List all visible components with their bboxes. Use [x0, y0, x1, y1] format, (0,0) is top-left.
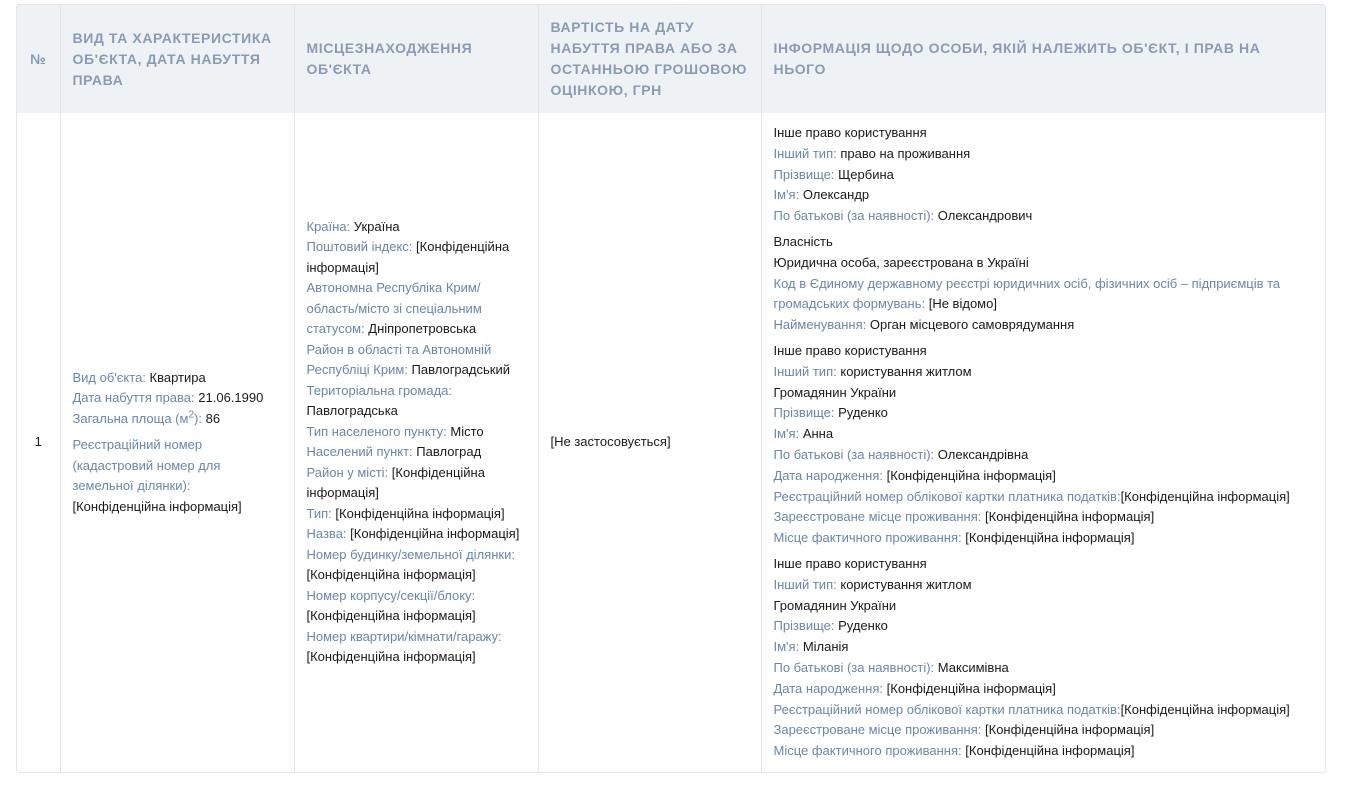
area-label: Загальна площа $(м^2)$: — [72, 409, 202, 426]
birth-date-value: [Конфіденційна інформація] — [886, 467, 1056, 483]
header-object-type: ВИД ТА ХАРАКТЕРИСТИКА ОБ'ЄКТА, ДАТА НАБУТТЯ ПРАВА — [60, 5, 294, 113]
other-type-value: користування житлом — [840, 576, 972, 592]
right-title: Інше право користування — [773, 555, 927, 571]
location-cell — [294, 113, 538, 772]
patronymic-label: По батькові (за наявності): — [773, 659, 935, 675]
postal-code-value: [Конфіденційна інформація] — [306, 239, 510, 275]
rights-block-1 — [774, 123, 1314, 227]
postal-code-label: Поштовий індекс: — [306, 239, 413, 255]
other-type-label: Інший тип: — [773, 145, 837, 161]
community-value: Павлоградська — [306, 403, 398, 419]
edrpou-code-value: [Не відомо] — [928, 296, 997, 312]
registered-residence-label: Зареєстроване місце проживання: — [773, 722, 982, 738]
table-row — [17, 113, 1325, 772]
street-type-value: [Конфіденційна інформація] — [335, 505, 505, 521]
patronymic-label: По батькові (за наявності): — [773, 208, 935, 224]
cost-cell: [Не застосовується] — [538, 113, 761, 772]
name-label: Ім'я: — [773, 187, 800, 203]
rights-block-2 — [774, 232, 1314, 336]
actual-residence-label: Місце фактичного проживання: — [773, 530, 962, 546]
row-number: 1 — [17, 113, 60, 772]
edrpou-code-label: Код в Єдиному державному реєстрі юридичних осіб, фізичних осіб – підприємців та громадських формувань: — [773, 275, 1281, 312]
region-value: Дніпропетровська — [368, 321, 477, 337]
city-district-value: [Конфіденційна інформація] — [306, 464, 485, 501]
tax-number-label: Реєстраційний номер облікової картки платника податків: — [773, 488, 1121, 504]
org-name-label: Найменування: — [773, 317, 867, 333]
object-type-label: Вид об'єкта: — [72, 369, 146, 385]
table-header-row — [17, 5, 1325, 113]
patronymic-value: Олександрович — [937, 208, 1033, 224]
other-type-value: право на проживання — [840, 145, 971, 161]
surname-label: Прізвище: — [773, 618, 835, 634]
other-type-label: Інший тип: — [773, 363, 837, 379]
registered-residence-label: Зареєстроване місце проживання: — [773, 509, 982, 525]
house-number-value: [Конфіденційна інформація] — [306, 567, 476, 583]
registration-number-label: Реєстраційний номер (кадастровий номер для земельної ділянки): — [72, 437, 221, 494]
citizenship: Громадянин України — [773, 597, 897, 613]
street-name-value: [Конфіденційна інформація] — [350, 526, 520, 542]
org-name-value: Орган місцевого самоврядумання — [869, 317, 1075, 333]
other-type-value: користування житлом — [840, 363, 972, 379]
owner-kind: Юридична особа, зареєстрована в Україні — [773, 254, 1029, 270]
rights-cell — [761, 113, 1325, 772]
name-value: Анна — [802, 426, 834, 442]
object-type-value: Квартира — [149, 369, 206, 385]
name-value: Міланія — [802, 639, 849, 655]
right-title: Власність — [773, 233, 833, 249]
header-number: № — [17, 5, 60, 113]
city-district-label: Район у місті: — [306, 464, 389, 480]
settlement-type-value: Місто — [450, 423, 484, 439]
apartment-number-value: [Конфіденційна інформація] — [306, 649, 476, 665]
header-location: МІСЦЕЗНАХОДЖЕННЯ ОБ'ЄКТА — [294, 5, 538, 113]
rights-block-4 — [774, 554, 1314, 762]
actual-residence-value: [Конфіденційна інформація] — [965, 743, 1135, 759]
real-estate-table — [17, 5, 1325, 772]
patronymic-value: Олександрівна — [937, 446, 1029, 462]
settlement-type-label: Тип населеного пункту: — [306, 423, 447, 439]
surname-label: Прізвище: — [773, 166, 835, 182]
surname-value: Руденко — [838, 405, 888, 421]
other-type-label: Інший тип: — [773, 576, 837, 592]
patronymic-value: Максимівна — [937, 659, 1009, 675]
actual-residence-label: Місце фактичного проживання: — [773, 743, 962, 759]
registration-number-value: [Конфіденційна інформація] — [72, 498, 242, 514]
district-label: Район в області та Автономній Республіці Крим: — [306, 341, 492, 378]
house-number-label: Номер будинку/земельної ділянки: — [306, 546, 515, 562]
acquire-date-label: Дата набуття права: — [72, 390, 195, 406]
birth-date-value: [Конфіденційна інформація] — [886, 680, 1056, 696]
right-title: Інше право користування — [773, 125, 927, 140]
birth-date-label: Дата народження: — [773, 680, 884, 696]
street-type-label: Тип: — [306, 505, 332, 521]
settlement-label: Населений пункт: — [306, 444, 413, 460]
street-name-label: Назва: — [306, 526, 347, 542]
tax-number-value: [Конфіденційна інформація] — [1120, 701, 1290, 717]
surname-label: Прізвище: — [773, 405, 835, 421]
header-cost: ВАРТІСТЬ НА ДАТУ НАБУТТЯ ПРАВА АБО ЗА ОСТАННЬОЮ ГРОШОВОЮ ОЦІНКОЮ, ГРН — [538, 5, 761, 113]
name-label: Ім'я: — [773, 639, 800, 655]
birth-date-label: Дата народження: — [773, 467, 884, 483]
apartment-number-label: Номер квартири/кімнати/гаражу: — [306, 628, 502, 644]
tax-number-value: [Конфіденційна інформація] — [1120, 488, 1290, 504]
name-label: Ім'я: — [773, 426, 800, 442]
tax-number-label: Реєстраційний номер облікової картки платника податків: — [773, 701, 1121, 717]
area-value: 86 — [205, 410, 221, 426]
registered-residence-value: [Конфіденційна інформація] — [985, 722, 1155, 738]
surname-value: Руденко — [838, 618, 888, 634]
declaration-table-container — [16, 4, 1326, 773]
rights-block-3 — [774, 341, 1314, 549]
building-number-label: Номер корпусу/секції/блоку: — [306, 587, 476, 603]
settlement-value: Павлоград — [416, 444, 482, 460]
community-label: Територіальна громада: — [306, 382, 452, 398]
actual-residence-value: [Конфіденційна інформація] — [965, 530, 1135, 546]
citizenship: Громадянин України — [773, 384, 897, 400]
district-value: Павлоградський — [411, 362, 510, 378]
region-label: Автономна Республіка Крим/ область/місто зі спеціальним статусом: — [306, 280, 482, 337]
country-label: Країна: — [306, 218, 351, 234]
surname-value: Щербина — [838, 166, 894, 182]
country-value: Україна — [353, 218, 400, 234]
acquire-date-value: 21.06.1990 — [198, 390, 264, 406]
right-title: Інше право користування — [773, 342, 927, 358]
registered-residence-value: [Конфіденційна інформація] — [985, 509, 1155, 525]
object-cell — [60, 113, 294, 772]
name-value: Олександр — [802, 187, 870, 203]
patronymic-label: По батькові (за наявності): — [773, 446, 935, 462]
building-number-value: [Конфіденційна інформація] — [306, 608, 476, 624]
header-owner-info: ІНФОРМАЦІЯ ЩОДО ОСОБИ, ЯКІЙ НАЛЕЖИТЬ ОБ'ЄКТ, І ПРАВ НА НЬОГО — [761, 5, 1325, 113]
